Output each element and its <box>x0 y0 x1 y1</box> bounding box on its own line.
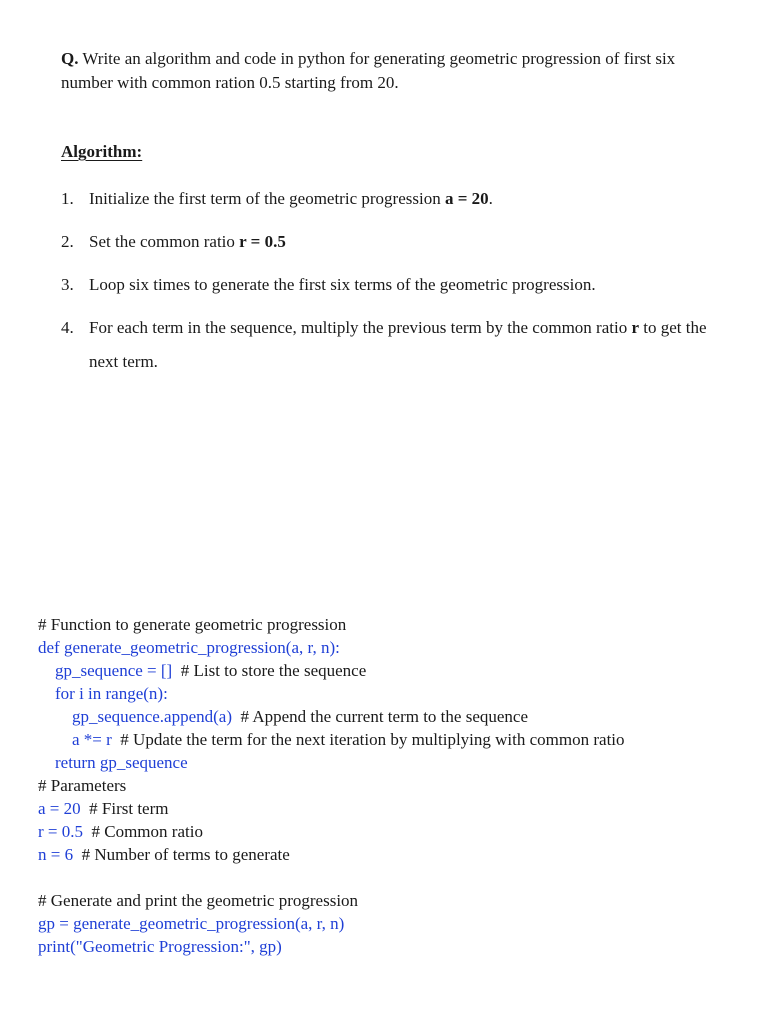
step-bold: r <box>631 318 639 337</box>
code-comment: # Generate and print the geometric progression <box>38 891 359 910</box>
code-blank-line <box>38 866 758 889</box>
code-comment: # Append the current term to the sequence <box>232 707 528 726</box>
code-comment: # Number of terms to generate <box>73 845 290 864</box>
code-line <box>38 912 758 935</box>
step-text: For each term in the sequence, multiply the previous term by the common ratio <box>89 318 632 337</box>
code-text: r = 0.5 <box>38 822 83 841</box>
code-line <box>38 659 758 682</box>
code-text: gp_sequence = [] <box>38 661 173 680</box>
algorithm-step-1 <box>61 182 721 216</box>
algorithm-heading: Algorithm: <box>61 142 143 161</box>
step-number: 4. <box>61 318 74 337</box>
code-text: return gp_sequence <box>38 753 188 772</box>
code-text: n = 6 <box>38 845 74 864</box>
code-text: gp = generate_geometric_progression(a, r, n) <box>38 914 345 933</box>
step-bold: a = 20 <box>444 189 489 208</box>
question-label: Q. <box>61 49 79 68</box>
step-text: Initialize the first term of the geometric progression <box>89 189 445 208</box>
algorithm-step-3 <box>61 268 721 302</box>
code-comment: # Function to generate geometric progression <box>38 615 347 634</box>
code-line <box>38 636 758 659</box>
code-line <box>38 682 758 705</box>
code-comment: # Parameters <box>38 776 127 795</box>
code-line <box>38 728 758 751</box>
step-number: 2. <box>61 232 74 251</box>
code-line <box>38 705 758 728</box>
code-comment: # Common ratio <box>83 822 203 841</box>
question-text: Write an algorithm and code in python for generating geometric progression of first six number with common ration 0.5 starting from 20. <box>61 49 676 92</box>
code-line <box>38 751 758 774</box>
code-block <box>38 613 758 958</box>
step-text: Set the common ratio <box>89 232 240 251</box>
code-line <box>38 797 758 820</box>
code-text: a = 20 <box>38 799 81 818</box>
code-line <box>38 843 758 866</box>
code-line <box>38 774 758 797</box>
step-number: 3. <box>61 275 74 294</box>
code-text: a *= r <box>38 730 112 749</box>
code-text: def generate_geometric_progression(a, r, n): <box>38 638 340 657</box>
algorithm-step-4 <box>61 311 721 379</box>
step-text-end: to get the next term. <box>89 318 707 371</box>
code-line <box>38 820 758 843</box>
algorithm-step-2 <box>61 225 721 259</box>
code-text: for i in range(n): <box>38 684 168 703</box>
step-text: Loop six times to generate the first six terms of the geometric progression. <box>89 275 596 294</box>
code-line <box>38 889 758 912</box>
step-bold: r = 0.5 <box>239 232 286 251</box>
code-text: print("Geometric Progression:", gp) <box>38 937 282 956</box>
question <box>61 47 701 95</box>
code-comment: # Update the term for the next iteration by multiplying with common ratio <box>111 730 625 749</box>
code-text: gp_sequence.append(a) <box>38 707 233 726</box>
algorithm-steps <box>61 182 721 388</box>
step-text-end: . <box>488 189 493 208</box>
code-line <box>38 613 758 636</box>
code-comment: # First term <box>80 799 169 818</box>
code-line <box>38 935 758 958</box>
code-comment: # List to store the sequence <box>172 661 367 680</box>
step-number: 1. <box>61 189 74 208</box>
